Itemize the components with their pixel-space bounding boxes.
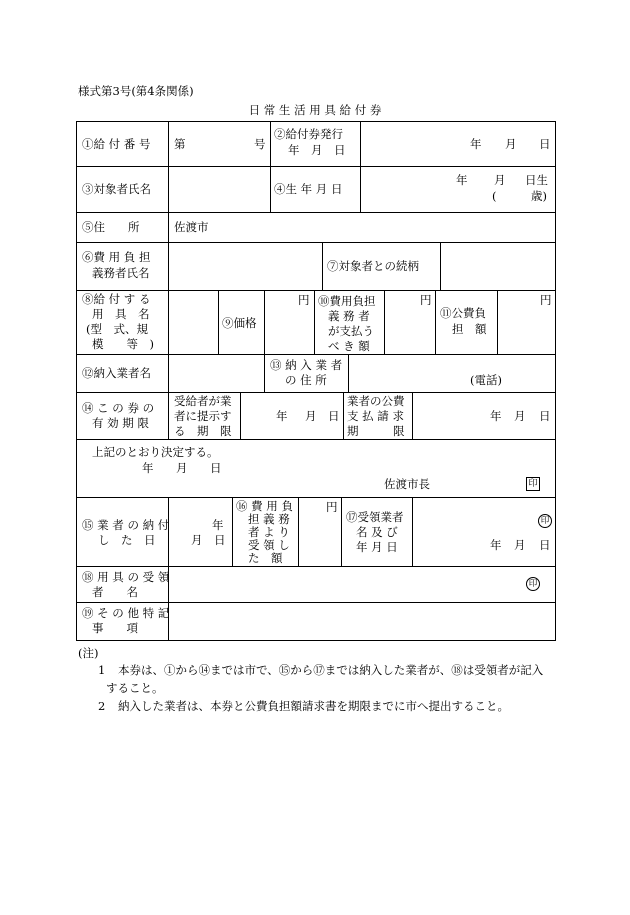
birth-day: 日生 xyxy=(525,173,548,187)
label-public-amount-2: 担 額 xyxy=(452,322,487,336)
label-receiving-vendor: ⑰受領業者 xyxy=(346,510,404,524)
label-recipient-name: ③対象者氏名 xyxy=(82,182,151,196)
label-claim-deadline: 業者の公費 xyxy=(347,394,405,408)
table-line xyxy=(298,497,299,566)
table-line xyxy=(76,354,556,355)
table-line xyxy=(360,166,361,212)
table-line xyxy=(76,640,556,641)
table-line xyxy=(76,566,556,567)
label-address: ⑤住 所 xyxy=(82,220,140,234)
notes-heading: (注) xyxy=(78,646,99,660)
label-receiver-name-2: 者 名 xyxy=(92,585,138,599)
label-payer-amount-4: べ き 額 xyxy=(328,339,370,353)
label-remarks-2: 事 項 xyxy=(92,621,138,635)
vendor-tel: (電話) xyxy=(470,373,502,387)
table-line xyxy=(343,392,344,439)
note-2-line-1: 納入した業者は、本券と公費負担額請求書を期限までに市へ提出すること。 xyxy=(118,699,509,713)
claim-year: 年 xyxy=(490,409,502,423)
table-line xyxy=(76,166,556,167)
table-line xyxy=(218,290,219,354)
issue-number-prefix: 第 xyxy=(174,137,186,151)
receiving-year: 年 xyxy=(490,538,502,552)
table-line xyxy=(412,392,413,439)
table-line xyxy=(384,290,385,354)
mayor-title: 佐渡市長 xyxy=(384,477,430,491)
table-line xyxy=(264,290,265,354)
label-public-amount: ⑪公費負 xyxy=(440,306,486,320)
age: ( 歳) xyxy=(492,189,547,203)
vendor-seal: 印 xyxy=(538,514,552,528)
label-payer-name: ⑥費 用 負 担 xyxy=(82,250,151,264)
label-received-amount-2: 担 義 務 xyxy=(248,512,290,526)
label-item-name-2: 用 具 名 xyxy=(92,307,150,321)
birth-year: 年 xyxy=(456,173,468,187)
delivery-year: 年 xyxy=(212,518,224,532)
table-line xyxy=(412,497,413,566)
label-received-amount-4: 受 領 し xyxy=(248,538,290,552)
label-claim-deadline-2: 支 払 請 求 xyxy=(347,409,404,423)
price-unit: 円 xyxy=(298,293,310,307)
table-line xyxy=(341,497,342,566)
table-line xyxy=(555,121,556,641)
received-amount-unit: 円 xyxy=(326,500,338,514)
label-issue-date-2: 年 月 日 xyxy=(288,143,346,157)
table-line xyxy=(435,290,436,354)
table-line xyxy=(232,497,233,566)
receiving-month: 月 xyxy=(514,538,526,552)
label-price: ⑨価格 xyxy=(222,316,257,330)
label-claim-deadline-3: 期 限 xyxy=(347,424,405,438)
delivery-day: 日 xyxy=(214,533,226,547)
label-item-name: ⑧給 付 す る xyxy=(82,292,151,306)
label-issue-number: ①給 付 番 号 xyxy=(82,137,151,151)
note-1-line-1: 本券は、①から⑭までは市で、⑮から⑰までは納入した業者が、⑱は受領者が記入 xyxy=(118,663,544,677)
table-line xyxy=(76,439,556,440)
form-title: 日 常 生 活 用 具 給 付 券 xyxy=(248,103,382,117)
label-received-amount-3: 者 よ り xyxy=(248,525,290,539)
decision-year: 年 xyxy=(142,461,154,475)
mayor-seal: 印 xyxy=(526,477,540,491)
receiving-day: 日 xyxy=(539,538,551,552)
label-birth-date: ④生 年 月 日 xyxy=(274,182,343,196)
presentation-day: 日 xyxy=(328,409,340,423)
note-2-number: 2 xyxy=(98,699,106,713)
label-relationship: ⑦対象者との続柄 xyxy=(327,259,419,273)
table-line xyxy=(76,212,556,213)
table-line xyxy=(76,121,556,122)
table-line xyxy=(322,242,323,290)
label-payer-amount-3: が支払う xyxy=(328,324,374,338)
table-line xyxy=(76,602,556,603)
label-receiving-vendor-3: 年 月 日 xyxy=(356,540,398,554)
note-1-number: 1 xyxy=(98,663,106,677)
table-line xyxy=(314,290,315,354)
label-vendor-address-2: の 住 所 xyxy=(285,373,327,387)
label-payer-amount: ⑩費用負担 xyxy=(318,294,376,308)
table-line xyxy=(76,242,556,243)
label-delivery-date: ⑮ 業 者 の 納 付 xyxy=(82,518,170,532)
label-vendor-name: ⑫納入業者名 xyxy=(82,366,151,380)
label-issue-date: ②給付券発行 xyxy=(274,127,343,141)
table-line xyxy=(240,392,241,439)
birth-month: 月 xyxy=(494,173,506,187)
decision-text: 上記のとおり決定する。 xyxy=(92,445,219,459)
table-line xyxy=(360,121,361,166)
table-line xyxy=(76,121,77,641)
claim-month: 月 xyxy=(514,409,526,423)
address-value: 佐渡市 xyxy=(174,220,209,234)
issue-number-suffix: 号 xyxy=(254,137,266,151)
issue-date-day: 日 xyxy=(539,137,551,151)
table-line xyxy=(76,290,556,291)
label-received-amount: ⑯ 費 用 負 xyxy=(236,499,293,513)
table-line xyxy=(270,121,271,166)
public-amount-unit: 円 xyxy=(540,293,552,307)
presentation-year: 年 xyxy=(276,409,288,423)
table-line xyxy=(497,290,498,354)
label-vendor-address: ⑬ 納 入 業 者 xyxy=(270,358,343,372)
label-received-amount-5: た 額 xyxy=(248,551,283,565)
table-line xyxy=(76,392,556,393)
issue-date-month: 月 xyxy=(505,137,517,151)
decision-day: 日 xyxy=(210,461,222,475)
issue-date-year: 年 xyxy=(470,137,482,151)
form-number: 様式第3号(第4条関係) xyxy=(78,84,194,98)
table-line xyxy=(168,121,169,439)
label-presentation-deadline-2: 者に提示す xyxy=(174,409,232,423)
label-receiver-name: ⑱ 用 具 の 受 領 xyxy=(82,570,170,584)
presentation-month: 月 xyxy=(305,409,317,423)
label-presentation-deadline: 受給者が業 xyxy=(174,394,232,408)
decision-month: 月 xyxy=(176,461,188,475)
table-line xyxy=(76,497,556,498)
label-item-name-4: 模 等 ) xyxy=(92,337,154,351)
label-validity-2: 有 効 期 限 xyxy=(92,416,149,430)
note-1-line-2: すること。 xyxy=(106,681,164,695)
table-line xyxy=(348,354,349,392)
table-line xyxy=(264,354,265,392)
label-presentation-deadline-3: る 期 限 xyxy=(174,424,232,438)
label-payer-amount-2: 義 務 者 xyxy=(328,309,370,323)
receiver-seal: 印 xyxy=(526,577,540,591)
claim-day: 日 xyxy=(539,409,551,423)
delivery-month: 月 xyxy=(191,533,203,547)
label-validity: ⑭ こ の 券 の xyxy=(82,401,155,415)
table-line xyxy=(440,242,441,290)
table-line xyxy=(270,166,271,212)
payer-amount-unit: 円 xyxy=(420,293,432,307)
label-delivery-date-2: し た 日 xyxy=(98,533,156,547)
label-receiving-vendor-2: 名 及 び xyxy=(356,525,398,539)
label-payer-name-2: 義務者氏名 xyxy=(92,266,150,280)
label-remarks: ⑲ そ の 他 特 記 xyxy=(82,606,170,620)
label-item-name-3: (型 式、規 xyxy=(86,322,148,336)
